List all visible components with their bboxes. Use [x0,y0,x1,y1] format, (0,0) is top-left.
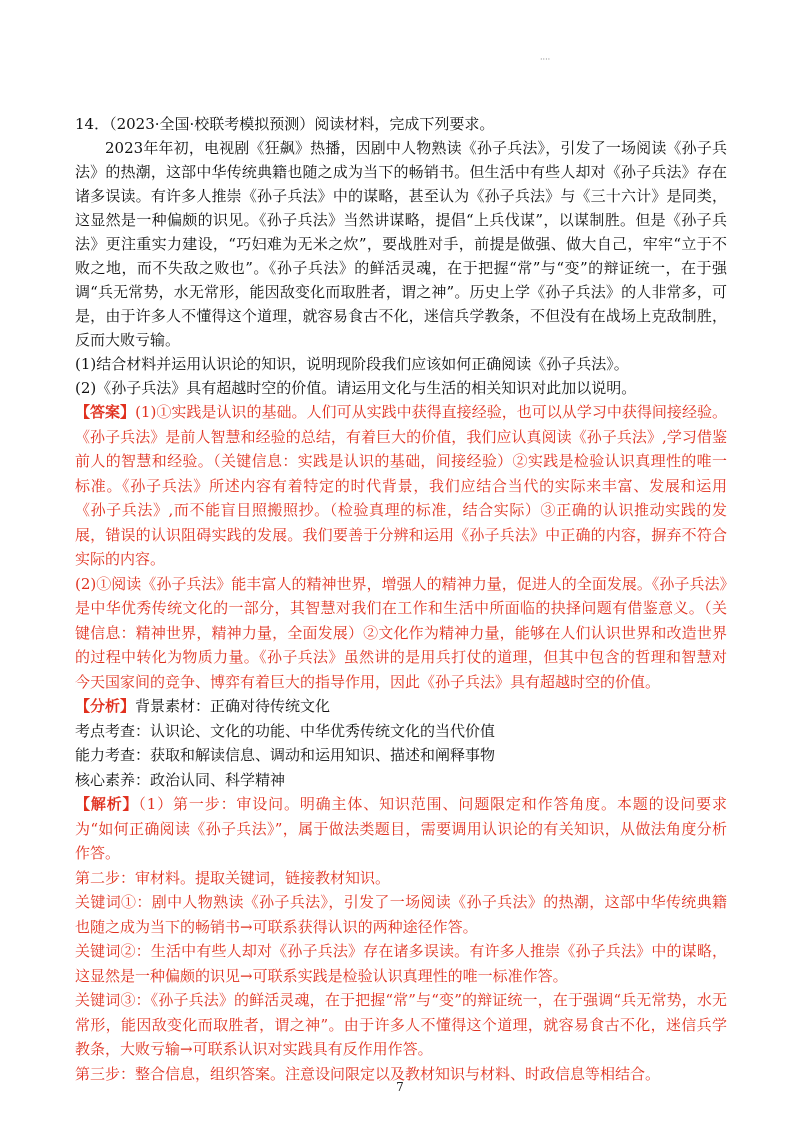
answer-part-1-text: (1)①实践是认识的基础。人们可从实践中获得直接经验，也可以从学习中获得间接经验。《孙子兵法》是前人智慧和经验的总结，有着巨大的价值，我们应认真阅读《孙子兵法》,学习借鉴前人的智慧和经验。（关键信息：实践是认识的基础，间接经验）②实践是检验认识真理性的唯一标准。《孙子兵法》所述内容有着特定的时代背景，我们应结合当代的实际来丰富、发展和运用《孙子兵法》,而不能盲目照搬照抄。（检验真理的标准，结合实际）③正确的认识推动实践的发展，错误的认识阻碍实践的发展。我们要善于分辨和运用《孙子兵法》中正确的内容，摒弃不符合实际的内容。 [75,403,727,568]
explanation-step-2: 第二步：审材料。提取关键词，链接教材知识。 [75,868,391,887]
analysis-background-text: 背景素材：正确对待传统文化 [135,697,331,715]
question-header [75,112,727,136]
answer-part-2: (2)①阅读《孙子兵法》能丰富人的精神世界，增强人的精神力量，促进人的全面发展。《孙子兵法》是中华优秀传统文化的一部分，其智慧对我们在工作和生活中所面临的抉择问题有借鉴意义。（关键信息：精神世界，精神力量，全面发展）②文化作为精神力量，能够在人们认识世界和改造世界的过程中转化为物质力量。《孙子兵法》虽然讲的是用兵打仗的道理，但其中包含的哲理和智慧对今天国家间的竞争、博弈有着巨大的指导作用，因此《孙子兵法》具有超越时空的价值。 [75,574,727,691]
analysis-points: 考点考查：认识论、文化的功能、中华优秀传统文化的当代价值 [75,721,496,740]
page-number: 7 [396,1080,404,1094]
explanation-step-1-text: （1）第一步：审设问。明确主体、知识范围、问题限定和作答角度。本题的设问要求为“如何正确阅读《孙子兵法》”，属于做法类题目，需要调用认识论的有关知识，从做法角度分析作答。 [75,795,727,862]
explanation-keyword-1: 关键词①：剧中人物熟读《孙子兵法》，引发了一场阅读《孙子兵法》的热潮，这部中华传统典籍也随之成为当下的畅销书→可联系获得认识的两种途径作答。 [75,893,727,936]
analysis-background [75,694,727,719]
question-prompt: 阅读材料，完成下列要求。 [314,115,495,133]
sub-question-2: (2)《孙子兵法》具有超越时空的价值。请运用文化与生活的相关知识对此加以说明。 [75,379,637,397]
sub-question-1: (1)结合材料并运用认识论的知识，说明现阶段我们应该如何正确阅读《孙子兵法》。 [75,355,629,373]
decorative-dots: ···· [540,55,551,64]
analysis-ability: 能力考查：获取和解读信息、调动和运用知识、描述和阐释事物 [75,746,496,764]
explanation-keyword-3: 关键词③：《孙子兵法》的鲜活灵魂，在于把握“常”与“变”的辩证统一，在于强调“兵无常势，水无常形，能因敌变化而取胜者，谓之神”。由于许多人不懂得这个道理，就容易食古不化，迷信兵学教条，大败亏输→可联系认识对实践具有反作用作答。 [75,991,727,1058]
question-content [75,112,727,1086]
explanation-keyword-2: 关键词②：生活中有些人却对《孙子兵法》存在诸多误读。有许多人推崇《孙子兵法》中的谋略，这显然是一种偏颇的识见→可联系实践是检验认识真理性的唯一标准作答。 [75,942,727,985]
question-number: 14． [75,115,110,133]
analysis-literacy: 核心素养：政治认同、科学精神 [75,770,286,789]
explanation-step-3: 第三步：整合信息，组织答案。注意设问限定以及教材知识与材料、时政信息等相结合。 [75,1064,661,1083]
analysis-tag: 【分析】 [75,697,136,715]
answer-part-1 [75,400,727,572]
reading-material: 2023年年初，电视剧《狂飙》热播，因剧中人物熟读《孙子兵法》，引发了一场阅读《孙子兵法》的热潮，这部中华传统典籍也随之成为当下的畅销书。但生活中有些人却对《孙子兵法》存在诸多误读。有许多人推崇《孙子兵法》中的谋略，甚至认为《孙子兵法》与《三十六计》是同类，这显然是一种偏颇的识见。《孙子兵法》当然讲谋略，提倡“上兵伐谋”，以谋制胜。但是《孙子兵法》更注重实力建设，“巧妇难为无米之炊”，要战胜对手，前提是做强、做大自己，牢牢“立于不败之地，而不失敌之败也”。《孙子兵法》的鲜活灵魂，在于把握“常”与“变”的辩证统一，在于强调“兵无常势，水无常形，能因敌变化而取胜者，谓之神”。历史上学《孙子兵法》的人非常多，可是，由于许多人不懂得这个道理，就容易食古不化，迷信兵学教条，不但没有在战场上克敌制胜，反而大败亏输。 [75,139,727,349]
question-source: （2023·全国·校联考模拟预测） [109,115,315,133]
explanation-step-1 [75,792,727,866]
explanation-tag: 【解析】 [75,795,139,813]
answer-tag: 【答案】 [75,403,136,421]
